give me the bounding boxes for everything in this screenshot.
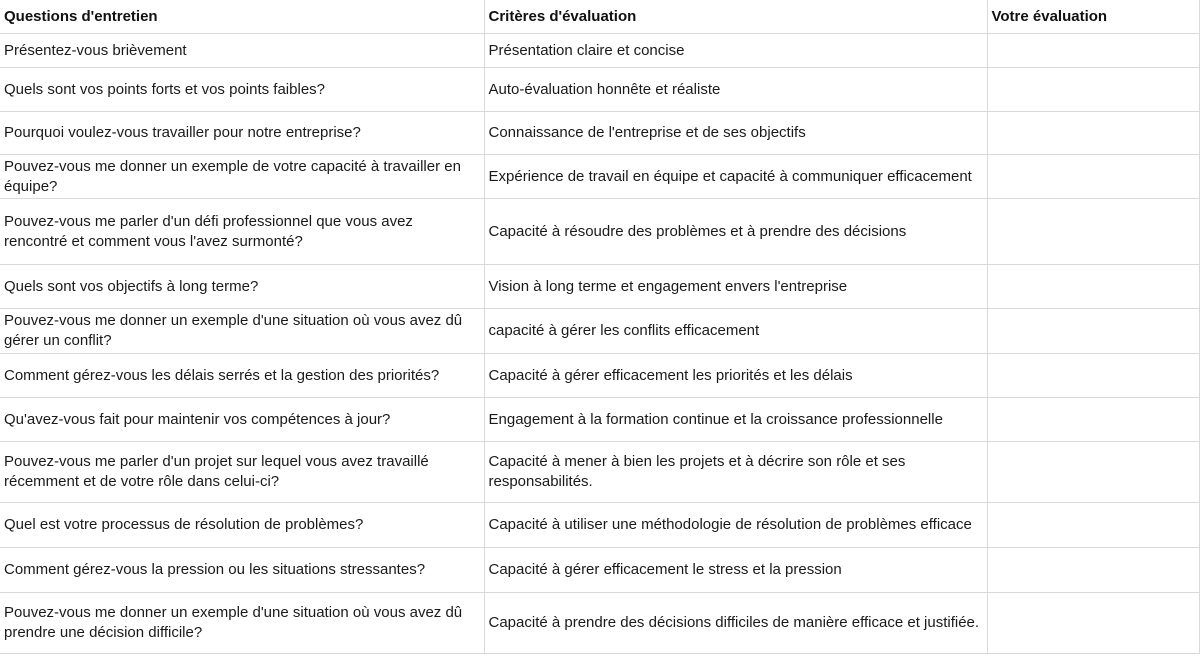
question-cell[interactable]: Comment gérez-vous les délais serrés et la gestion des priorités? <box>0 354 484 398</box>
question-cell[interactable]: Pouvez-vous me donner un exemple d'une situation où vous avez dû gérer un conflit? <box>0 309 484 354</box>
question-cell[interactable]: Quels sont vos objectifs à long terme? <box>0 265 484 309</box>
evaluation-cell[interactable] <box>987 199 1199 265</box>
table-row <box>0 199 1199 265</box>
question-cell[interactable]: Comment gérez-vous la pression ou les situations stressantes? <box>0 548 484 593</box>
question-cell[interactable]: Pouvez-vous me parler d'un projet sur lequel vous avez travaillé récemment et de votre rôle dans celui-ci? <box>0 442 484 503</box>
criteria-cell[interactable]: Vision à long terme et engagement envers l'entreprise <box>484 265 987 309</box>
table-row <box>0 68 1199 112</box>
evaluation-cell[interactable] <box>987 309 1199 354</box>
criteria-cell[interactable]: Présentation claire et concise <box>484 34 987 68</box>
header-row <box>0 0 1199 34</box>
evaluation-cell[interactable] <box>987 155 1199 199</box>
criteria-cell[interactable]: Capacité à prendre des décisions difficiles de manière efficace et justifiée. <box>484 593 987 654</box>
evaluation-cell[interactable] <box>987 112 1199 155</box>
question-cell[interactable]: Pouvez-vous me donner un exemple d'une situation où vous avez dû prendre une décision difficile? <box>0 593 484 654</box>
evaluation-cell[interactable] <box>987 503 1199 548</box>
question-cell[interactable]: Quel est votre processus de résolution de problèmes? <box>0 503 484 548</box>
criteria-cell[interactable]: Engagement à la formation continue et la croissance professionnelle <box>484 398 987 442</box>
header-evaluation[interactable]: Votre évaluation <box>987 0 1199 34</box>
evaluation-cell[interactable] <box>987 548 1199 593</box>
question-cell[interactable]: Pourquoi voulez-vous travailler pour notre entreprise? <box>0 112 484 155</box>
table-row <box>0 442 1199 503</box>
question-cell[interactable]: Présentez-vous brièvement <box>0 34 484 68</box>
table-row <box>0 265 1199 309</box>
criteria-cell[interactable]: Expérience de travail en équipe et capacité à communiquer efficacement <box>484 155 987 199</box>
table-row <box>0 354 1199 398</box>
header-questions[interactable]: Questions d'entretien <box>0 0 484 34</box>
criteria-cell[interactable]: Capacité à résoudre des problèmes et à prendre des décisions <box>484 199 987 265</box>
evaluation-cell[interactable] <box>987 68 1199 112</box>
evaluation-cell[interactable] <box>987 354 1199 398</box>
table-row <box>0 155 1199 199</box>
table-row <box>0 593 1199 654</box>
table-row <box>0 112 1199 155</box>
table-row <box>0 34 1199 68</box>
question-cell[interactable]: Quels sont vos points forts et vos points faibles? <box>0 68 484 112</box>
criteria-cell[interactable]: Capacité à gérer efficacement les priorités et les délais <box>484 354 987 398</box>
evaluation-cell[interactable] <box>987 593 1199 654</box>
table-row <box>0 309 1199 354</box>
table-row <box>0 398 1199 442</box>
criteria-cell[interactable]: Connaissance de l'entreprise et de ses objectifs <box>484 112 987 155</box>
question-cell[interactable]: Pouvez-vous me parler d'un défi professionnel que vous avez rencontré et comment vous l'avez surmonté? <box>0 199 484 265</box>
evaluation-cell[interactable] <box>987 398 1199 442</box>
criteria-cell[interactable]: Auto-évaluation honnête et réaliste <box>484 68 987 112</box>
table-row <box>0 548 1199 593</box>
criteria-cell[interactable]: capacité à gérer les conflits efficacement <box>484 309 987 354</box>
criteria-cell[interactable]: Capacité à gérer efficacement le stress et la pression <box>484 548 987 593</box>
header-criteria[interactable]: Critères d'évaluation <box>484 0 987 34</box>
question-cell[interactable]: Pouvez-vous me donner un exemple de votre capacité à travailler en équipe? <box>0 155 484 199</box>
criteria-cell[interactable]: Capacité à mener à bien les projets et à décrire son rôle et ses responsabilités. <box>484 442 987 503</box>
evaluation-cell[interactable] <box>987 265 1199 309</box>
question-cell[interactable]: Qu'avez-vous fait pour maintenir vos compétences à jour? <box>0 398 484 442</box>
table-row <box>0 503 1199 548</box>
criteria-cell[interactable]: Capacité à utiliser une méthodologie de résolution de problèmes efficace <box>484 503 987 548</box>
evaluation-cell[interactable] <box>987 442 1199 503</box>
evaluation-cell[interactable] <box>987 34 1199 68</box>
